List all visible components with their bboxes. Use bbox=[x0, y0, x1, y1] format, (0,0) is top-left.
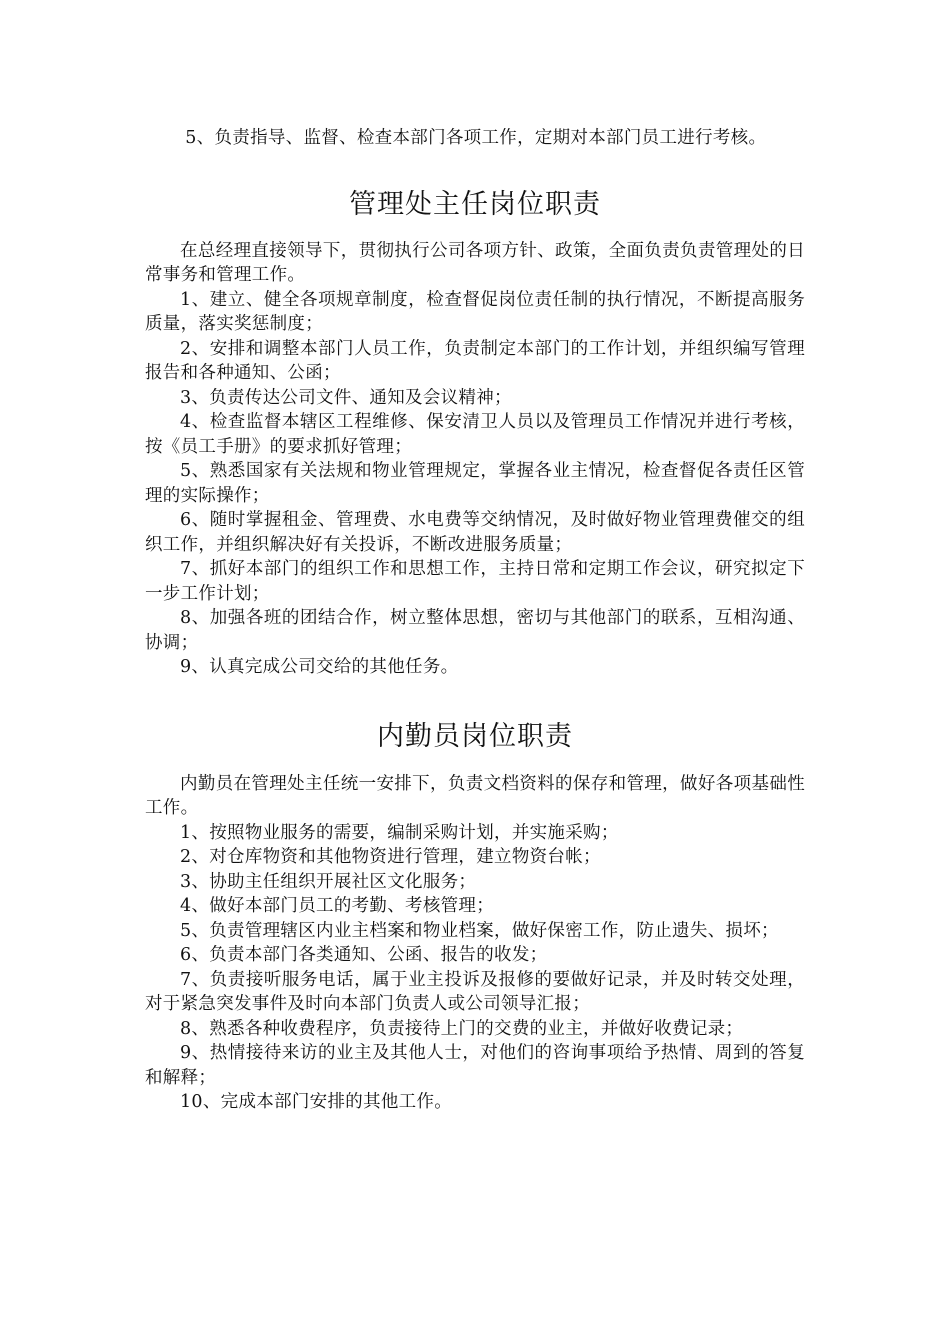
manager-item-4: 4、检查监督本辖区工程维修、保安清卫人员以及管理员工作情况并进行考核，按《员工手册》的要求抓好管理； bbox=[145, 412, 805, 457]
manager-item-7: 7、抓好本部门的组织工作和思想工作，主持日常和定期工作会议，研究拟定下一步工作计划； bbox=[145, 559, 805, 604]
clerk-item-5: 5、负责管理辖区内业主档案和物业档案，做好保密工作，防止遗失、损坏； bbox=[180, 920, 779, 941]
clerk-item-4: 4、做好本部门员工的考勤、考核管理； bbox=[180, 896, 495, 916]
clerk-item-1: 1、按照物业服务的需要，编制采购计划，并实施采购； bbox=[180, 822, 619, 843]
manager-item-1: 1、建立、健全各项规章制度，检查督促岗位责任制的执行情况，不断提高服务质量，落实奖惩制度； bbox=[145, 289, 805, 334]
clerk-item-3: 3、协助主任组织开展社区文化服务； bbox=[180, 871, 477, 892]
clerk-item-6: 6、负责本部门各类通知、公函、报告的收发； bbox=[180, 945, 548, 965]
clerk-item-8: 8、熟悉各种收费程序，负责接待上门的交费的业主，并做好收费记录； bbox=[180, 1018, 744, 1039]
manager-item-8: 8、加强各班的团结合作，树立整体思想，密切与其他部门的联系，互相沟通、协调； bbox=[145, 608, 805, 653]
clerk-item-10: 10、完成本部门安排的其他工作。 bbox=[180, 1092, 453, 1112]
document-body bbox=[145, 126, 805, 1115]
manager-item-6: 6、随时掌握租金、管理费、水电费等交纳情况，及时做好物业管理费催交的组织工作，并组织解决好有关投诉，不断改进服务质量； bbox=[145, 510, 805, 555]
manager-item-3: 3、负责传达公司文件、通知及会议精神； bbox=[180, 387, 512, 408]
manager-item-2: 2、安排和调整本部门人员工作，负责制定本部门的工作计划，并组织编写管理报告和各种通知、公函； bbox=[145, 338, 805, 383]
manager-item-9: 9、认真完成公司交给的其他任务。 bbox=[180, 657, 459, 677]
clerk-item-7: 7、负责接听服务电话，属于业主投诉及报修的要做好记录，并及时转交处理，对于紧急突发事件及时向本部门负责人或公司领导汇报； bbox=[145, 969, 805, 1014]
manager-section-title: 管理处主任岗位职责 bbox=[349, 188, 601, 220]
manager-intro: 在总经理直接领导下，贯彻执行公司各项方针、政策，全面负责负责管理处的日常事务和管理工作。 bbox=[145, 240, 805, 285]
clerk-item-9: 9、热情接待来访的业主及其他人士，对他们的咨询事项给予热情、周到的答复和解释； bbox=[145, 1043, 805, 1088]
clerk-intro: 内勤员在管理处主任统一安排下，负责文档资料的保存和管理，做好各项基础性工作。 bbox=[145, 773, 805, 818]
clerk-section-title: 内勤员岗位职责 bbox=[377, 720, 573, 752]
continued-item-5: 5、负责指导、监督、检查本部门各项工作，定期对本部门员工进行考核。 bbox=[185, 128, 767, 148]
clerk-item-2: 2、对仓库物资和其他物资进行管理，建立物资台帐； bbox=[180, 847, 601, 867]
manager-item-5: 5、熟悉国家有关法规和物业管理规定，掌握各业主情况，检查督促各责任区管理的实际操作； bbox=[145, 461, 805, 506]
